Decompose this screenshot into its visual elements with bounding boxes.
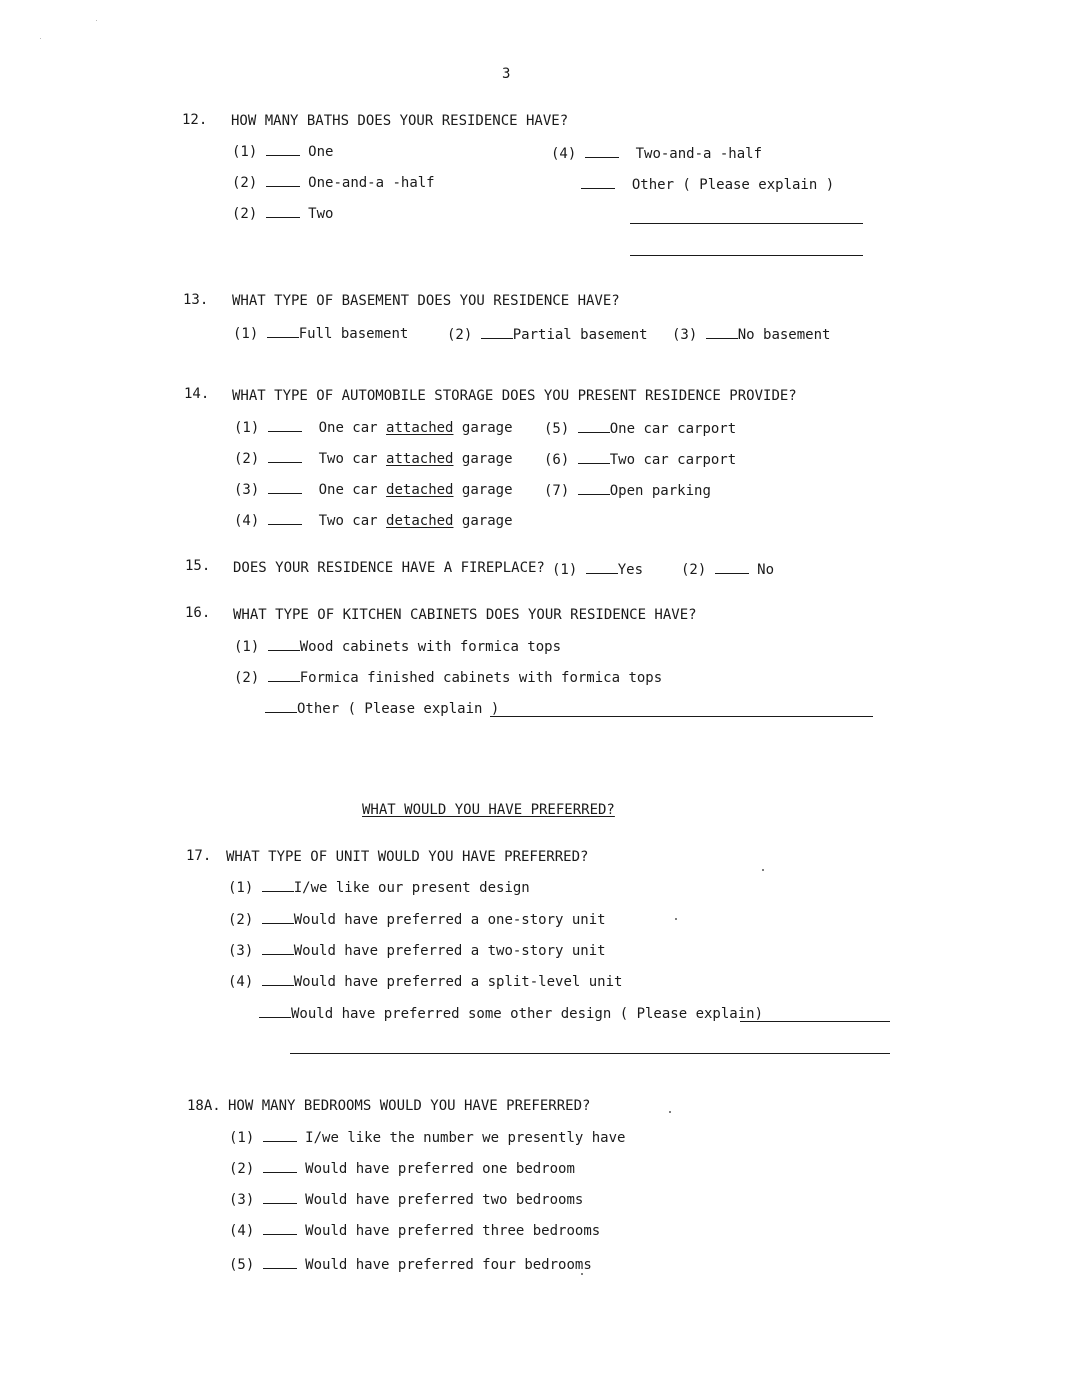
option-label-pre: Two car xyxy=(318,513,378,529)
option-code: (2) xyxy=(232,206,258,222)
q16-option-other xyxy=(265,700,499,718)
option-label: One car carport xyxy=(609,421,737,437)
option-label: Full basement xyxy=(298,326,409,342)
scan-speck xyxy=(96,20,97,21)
option-label: Two car carport xyxy=(609,452,737,468)
option-code: (5) xyxy=(229,1257,255,1273)
q14-question: WHAT TYPE OF AUTOMOBILE STORAGE DOES YOU PRESENT RESIDENCE PROVIDE? xyxy=(232,388,797,404)
q13-option-3 xyxy=(672,326,830,344)
option-label: Partial basement xyxy=(512,327,648,343)
option-label: One-and-a -half xyxy=(308,175,435,191)
option-code: (2) xyxy=(229,1161,255,1177)
option-code: (3) xyxy=(234,482,260,498)
q17-explain-line-1[interactable] xyxy=(740,1021,890,1022)
q12-option-3 xyxy=(232,205,333,223)
q12-option-other xyxy=(581,176,834,194)
option-label: Other ( Please explain ) xyxy=(297,701,500,717)
option-code: (1) xyxy=(552,562,578,578)
option-label-underlined: attached xyxy=(386,451,454,467)
q17-explain-line-2[interactable] xyxy=(290,1053,890,1054)
q14-option-4 xyxy=(234,512,513,530)
q18a-question: HOW MANY BEDROOMS WOULD YOU HAVE PREFERRED? xyxy=(228,1098,591,1114)
q17-option-other xyxy=(259,1005,763,1023)
answer-blank[interactable] xyxy=(262,879,294,892)
option-label: Two xyxy=(308,206,334,222)
answer-blank[interactable] xyxy=(259,1005,291,1018)
answer-blank[interactable] xyxy=(266,174,300,187)
q17-option-3 xyxy=(228,942,606,960)
option-code: (7) xyxy=(544,483,570,499)
section-title: WHAT WOULD YOU HAVE PREFERRED? xyxy=(362,802,615,818)
answer-blank[interactable] xyxy=(706,326,738,339)
answer-blank[interactable] xyxy=(268,419,302,432)
option-label: Would have preferred two bedrooms xyxy=(305,1192,584,1208)
option-code: (1) xyxy=(233,326,259,342)
answer-blank[interactable] xyxy=(268,512,302,525)
option-label: Open parking xyxy=(609,483,711,499)
option-label-pre: One car xyxy=(318,482,378,498)
scan-dot xyxy=(581,1273,583,1275)
option-label-post: garage xyxy=(461,513,513,529)
q14-option-1 xyxy=(234,419,513,437)
q18a-option-1 xyxy=(229,1129,625,1147)
option-label: I/we like our present design xyxy=(293,880,530,896)
answer-blank[interactable] xyxy=(263,1256,297,1269)
answer-blank[interactable] xyxy=(578,482,610,495)
answer-blank[interactable] xyxy=(268,450,302,463)
option-label: Would have preferred four bedrooms xyxy=(305,1257,592,1273)
q14-option-7 xyxy=(544,482,711,500)
answer-blank[interactable] xyxy=(266,143,300,156)
q12-option-1 xyxy=(232,143,333,161)
option-code: (4) xyxy=(234,513,260,529)
q16-option-2 xyxy=(234,669,662,687)
option-code: (2) xyxy=(234,670,260,686)
q17-option-4 xyxy=(228,973,622,991)
option-code: (5) xyxy=(544,421,570,437)
option-label: No basement xyxy=(737,327,831,343)
option-label-post: garage xyxy=(461,451,513,467)
q17-question: WHAT TYPE OF UNIT WOULD YOU HAVE PREFERRED? xyxy=(226,849,589,865)
q18a-option-2 xyxy=(229,1160,575,1178)
answer-blank[interactable] xyxy=(263,1222,297,1235)
scan-dot xyxy=(675,918,677,920)
q14-option-2 xyxy=(234,450,513,468)
option-code: (2) xyxy=(234,451,260,467)
answer-blank[interactable] xyxy=(481,326,513,339)
option-label: Would have preferred a two-story unit xyxy=(293,943,606,959)
answer-blank[interactable] xyxy=(268,638,300,651)
option-code: (3) xyxy=(228,943,254,959)
answer-blank[interactable] xyxy=(262,973,294,986)
q12-question: HOW MANY BATHS DOES YOUR RESIDENCE HAVE? xyxy=(231,113,569,129)
q18a-option-3 xyxy=(229,1191,583,1209)
option-label: Would have preferred a one-story unit xyxy=(293,912,606,928)
q17-option-2 xyxy=(228,911,606,929)
option-label: Wood cabinets with formica tops xyxy=(299,639,562,655)
q12-option-4 xyxy=(551,145,762,163)
q16-question: WHAT TYPE OF KITCHEN CABINETS DOES YOUR RESIDENCE HAVE? xyxy=(233,607,697,623)
q13-number: 13. xyxy=(183,292,209,308)
option-label: One xyxy=(308,144,334,160)
option-label-underlined: detached xyxy=(386,482,454,498)
q14-option-5 xyxy=(544,420,736,438)
option-code: (4) xyxy=(228,974,254,990)
q13-option-2 xyxy=(447,326,648,344)
scan-dot xyxy=(762,869,764,871)
q12-explain-line-2[interactable] xyxy=(630,255,863,256)
q15-option-no xyxy=(681,561,774,579)
option-label: Formica finished cabinets with formica tops xyxy=(299,670,663,686)
option-code: (1) xyxy=(234,420,260,436)
q17-number: 17. xyxy=(186,848,212,864)
option-label-underlined: detached xyxy=(386,513,454,529)
answer-blank[interactable] xyxy=(715,561,749,574)
q18a-option-4 xyxy=(229,1222,600,1240)
option-label: Other ( Please explain ) xyxy=(631,177,835,193)
option-code: (1) xyxy=(228,880,254,896)
option-label: Two-and-a -half xyxy=(635,146,763,162)
q13-question: WHAT TYPE OF BASEMENT DOES YOU RESIDENCE HAVE? xyxy=(232,293,620,309)
option-label-pre: One car xyxy=(318,420,378,436)
answer-blank[interactable] xyxy=(262,942,294,955)
option-code: (3) xyxy=(672,327,698,343)
option-code: (2) xyxy=(681,562,707,578)
option-code: (1) xyxy=(229,1130,255,1146)
option-label: Would have preferred three bedrooms xyxy=(305,1223,601,1239)
q15-question: DOES YOUR RESIDENCE HAVE A FIREPLACE? xyxy=(233,560,545,576)
q12-option-2 xyxy=(232,174,435,192)
answer-blank[interactable] xyxy=(265,700,297,713)
answer-blank[interactable] xyxy=(263,1129,297,1142)
answer-blank[interactable] xyxy=(578,420,610,433)
answer-blank[interactable] xyxy=(266,205,300,218)
answer-blank[interactable] xyxy=(262,911,294,924)
q14-option-3 xyxy=(234,481,513,499)
q15-option-yes xyxy=(552,561,643,579)
q14-number: 14. xyxy=(184,386,210,402)
q17-option-1 xyxy=(228,879,530,897)
option-code: (2) xyxy=(228,912,254,928)
option-label-underlined: attached xyxy=(386,420,454,436)
q16-option-1 xyxy=(234,638,561,656)
option-label: Yes xyxy=(617,562,644,578)
option-code: (1) xyxy=(232,144,258,160)
answer-blank[interactable] xyxy=(578,451,610,464)
option-code: (2) xyxy=(232,175,258,191)
answer-blank[interactable] xyxy=(267,325,299,338)
q18a-option-5 xyxy=(229,1256,592,1274)
option-code: (1) xyxy=(234,639,260,655)
q14-option-6 xyxy=(544,451,736,469)
option-code: (4) xyxy=(229,1223,255,1239)
option-label: Would have preferred a split-level unit xyxy=(293,974,623,990)
option-label: Would have preferred one bedroom xyxy=(305,1161,575,1177)
q13-option-1 xyxy=(233,325,408,343)
q12-explain-line-1[interactable] xyxy=(630,223,863,224)
page-number: 3 xyxy=(502,66,511,82)
answer-blank[interactable] xyxy=(586,561,618,574)
q16-explain-line[interactable] xyxy=(490,716,873,717)
answer-blank[interactable] xyxy=(268,481,302,494)
option-label-pre: Two car xyxy=(318,451,378,467)
q18a-number: 18A. xyxy=(187,1098,221,1114)
option-label-post: garage xyxy=(461,420,513,436)
scan-dot xyxy=(669,1111,671,1113)
option-code: (4) xyxy=(551,146,577,162)
option-label: Would have preferred some other design ( Please explain) xyxy=(291,1006,764,1022)
answer-blank[interactable] xyxy=(581,176,615,189)
option-code: (2) xyxy=(447,327,473,343)
q15-number: 15. xyxy=(185,558,211,574)
answer-blank[interactable] xyxy=(268,669,300,682)
option-label: I/we like the number we presently have xyxy=(305,1130,626,1146)
option-label-post: garage xyxy=(461,482,513,498)
option-code: (6) xyxy=(544,452,570,468)
q12-number: 12. xyxy=(182,112,208,128)
answer-blank[interactable] xyxy=(263,1191,297,1204)
option-code: (3) xyxy=(229,1192,255,1208)
option-label: No xyxy=(757,562,775,578)
q16-number: 16. xyxy=(185,605,211,621)
scan-speck xyxy=(40,38,41,39)
answer-blank[interactable] xyxy=(263,1160,297,1173)
answer-blank[interactable] xyxy=(585,145,619,158)
